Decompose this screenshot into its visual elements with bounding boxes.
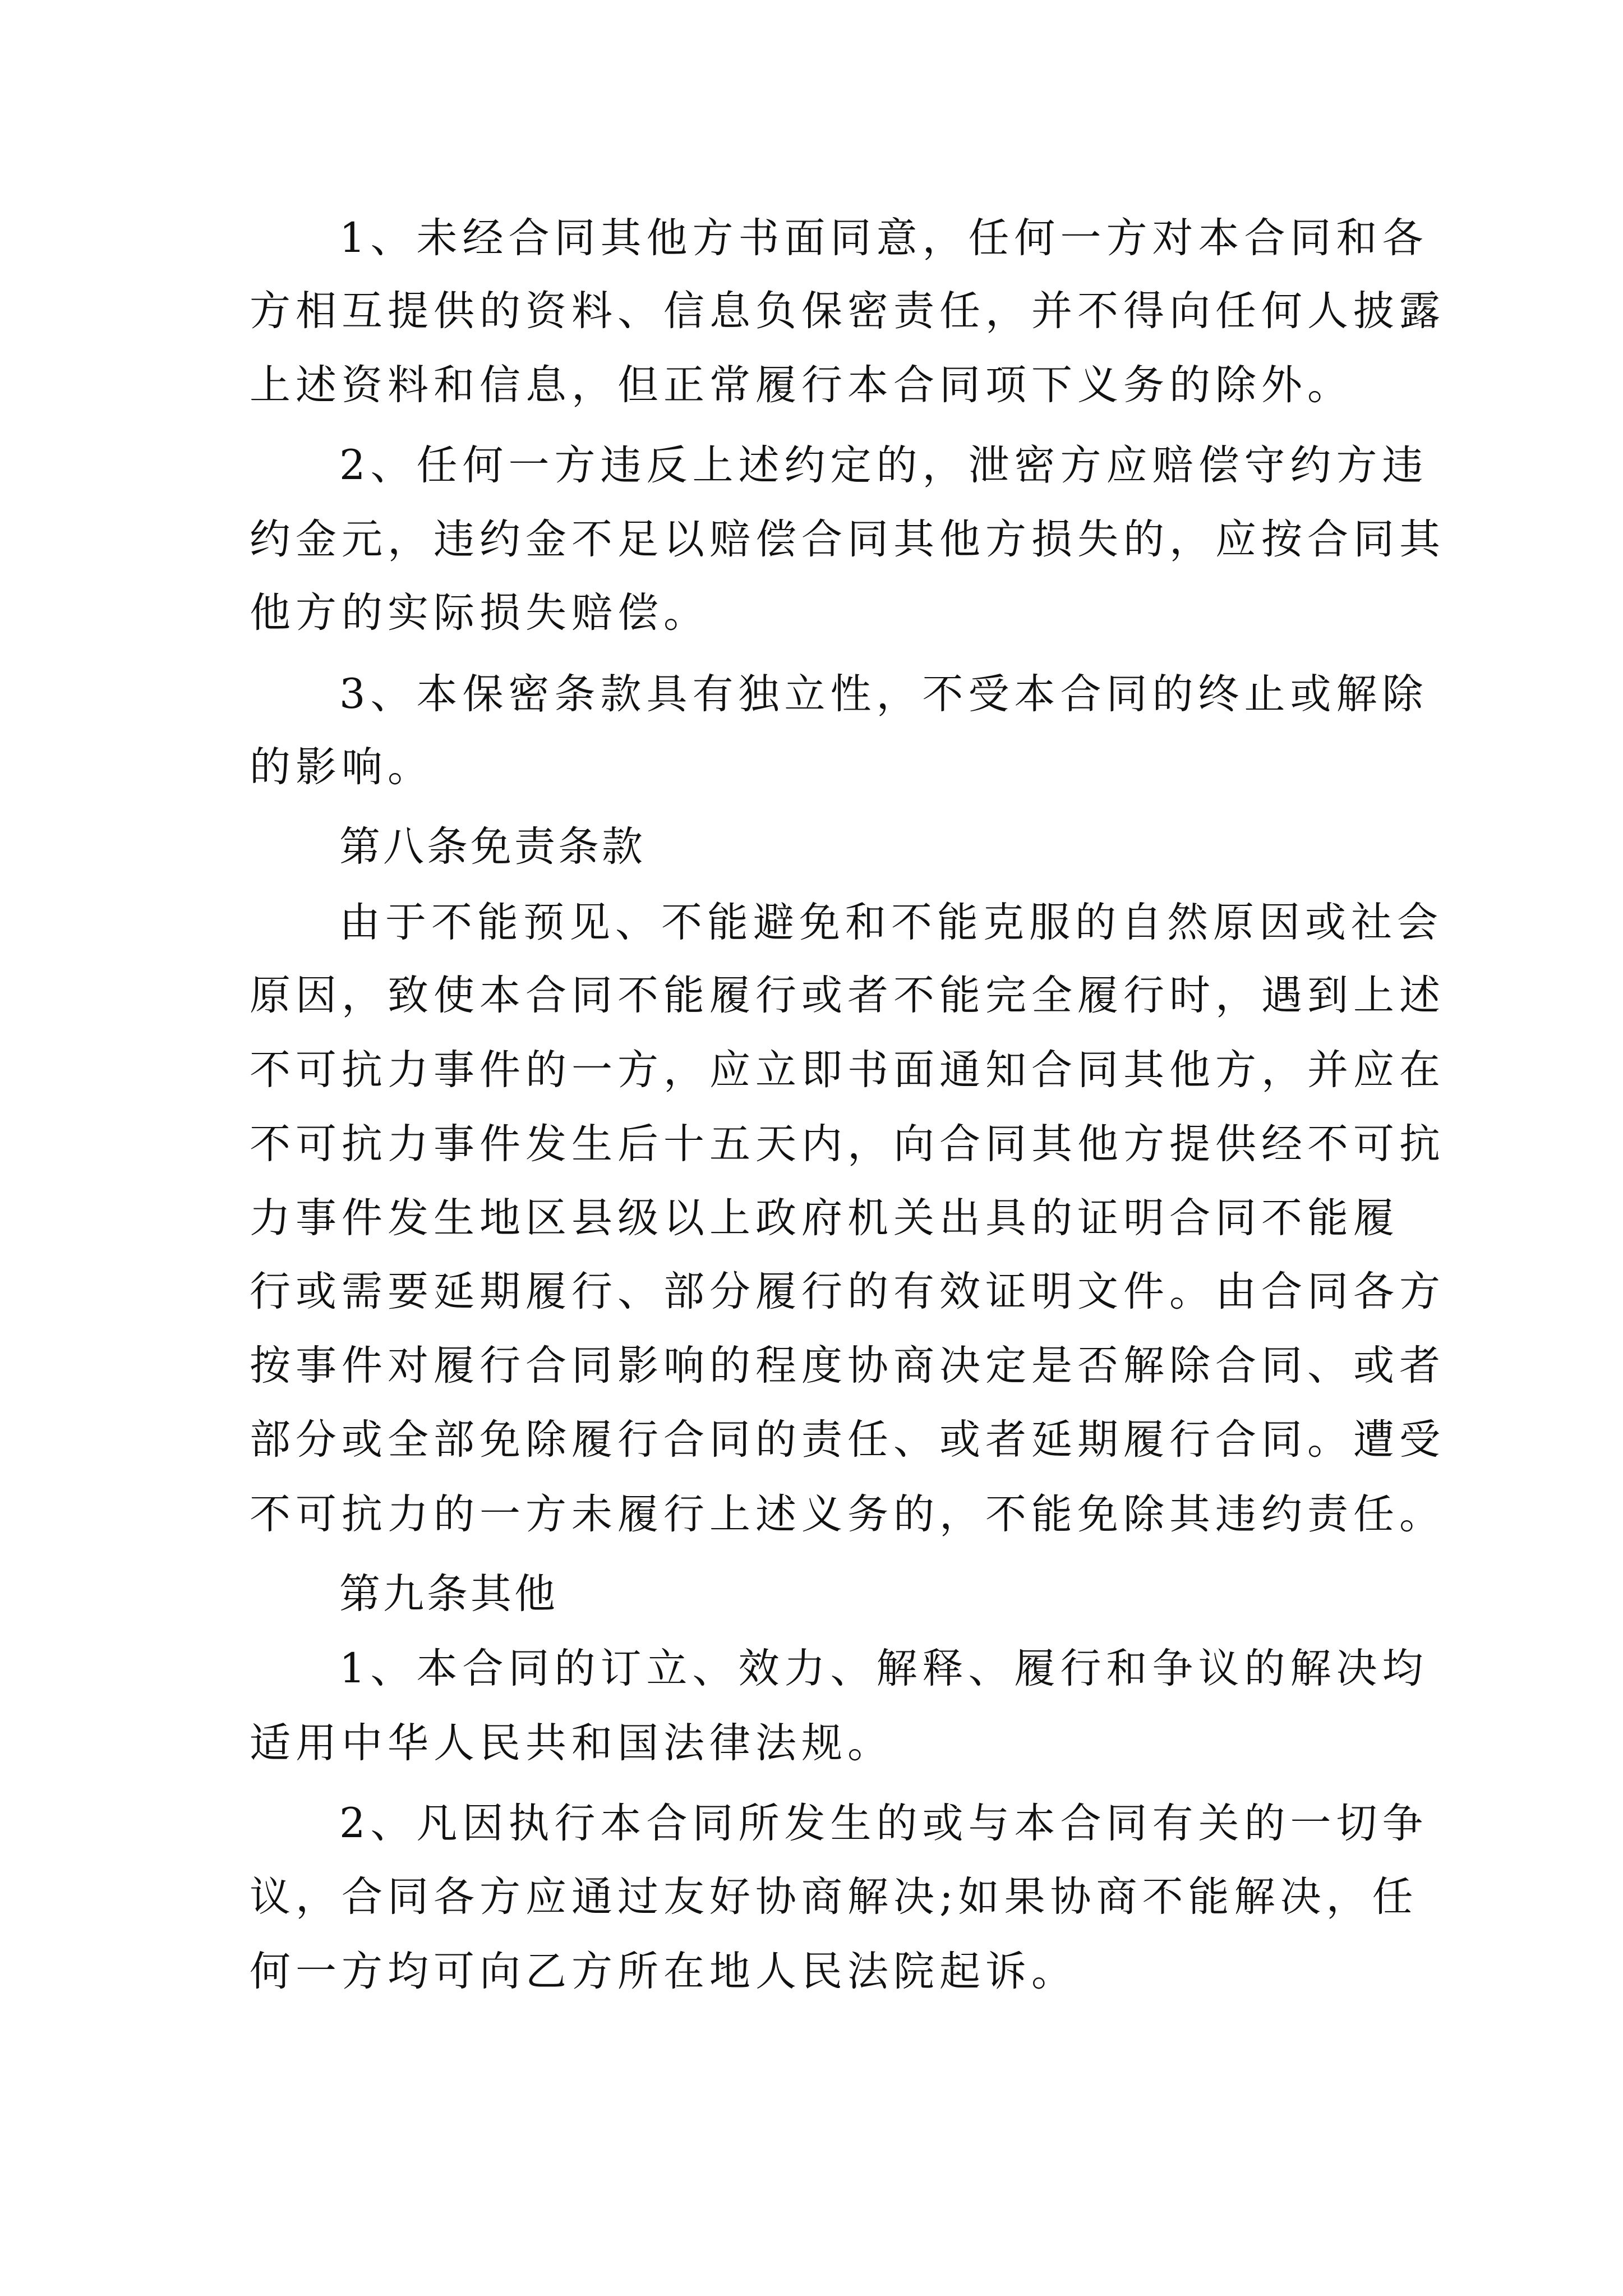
section-8-line-3: 不可抗力事件的一方，应立即书面通知合同其他方，并应在: [250, 1046, 1445, 1094]
clause-9-1-line-1: 1、本合同的订立、效力、解释、履行和争议的解决均: [339, 1645, 1428, 1692]
clause-7-3-line-2: 的影响。: [250, 743, 434, 791]
section-8-line-2: 原因，致使本合同不能履行或者不能完全履行时，遇到上述: [250, 972, 1445, 1019]
clause-7-1-line-1: 1、未经合同其他方书面同意，任何一方对本合同和各: [339, 214, 1428, 262]
clause-9-1-line-2: 适用中华人民共和国法律法规。: [250, 1719, 893, 1767]
section-8-heading: 第八条免责条款: [339, 823, 645, 871]
section-8-line-4: 不可抗力事件发生后十五天内，向合同其他方提供经不可抗: [250, 1120, 1445, 1168]
clause-7-1-line-3: 上述资料和信息，但正常履行本合同项下义务的除外。: [250, 361, 1353, 409]
clause-9-2-line-2: 议，合同各方应通过友好协商解决;如果协商不能解决，任: [250, 1873, 1418, 1921]
section-8-line-1: 由于不能预见、不能避免和不能克服的自然原因或社会: [339, 899, 1443, 946]
section-8-line-9: 不可抗力的一方未履行上述义务的，不能免除其违约责任。: [250, 1490, 1445, 1538]
section-8-line-7: 按事件对履行合同影响的程度协商决定是否解除合同、或者: [250, 1342, 1445, 1389]
clause-7-1-line-2: 方相互提供的资料、信息负保密责任，并不得向任何人披露: [250, 287, 1445, 335]
clause-7-3-line-1: 3、本保密条款具有独立性，不受本合同的终止或解除: [339, 670, 1428, 718]
clause-7-2-line-3: 他方的实际损失赔偿。: [250, 589, 709, 637]
clause-9-2-line-1: 2、凡因执行本合同所发生的或与本合同有关的一切争: [339, 1800, 1428, 1847]
section-9-heading: 第九条其他: [339, 1570, 558, 1618]
clause-7-2-line-1: 2、任何一方违反上述约定的，泄密方应赔偿守约方违: [339, 441, 1428, 489]
section-8-line-8: 部分或全部免除履行合同的责任、或者延期履行合同。遭受: [250, 1416, 1445, 1464]
clause-9-2-line-3: 何一方均可向乙方所在地人民法院起诉。: [250, 1948, 1077, 1995]
section-8-line-6: 行或需要延期履行、部分履行的有效证明文件。由合同各方: [250, 1268, 1445, 1315]
section-8-line-5: 力事件发生地区县级以上政府机关出具的证明合同不能履: [250, 1194, 1399, 1242]
clause-7-2-line-2: 约金元，违约金不足以赔偿合同其他方损失的，应按合同其: [250, 516, 1445, 563]
